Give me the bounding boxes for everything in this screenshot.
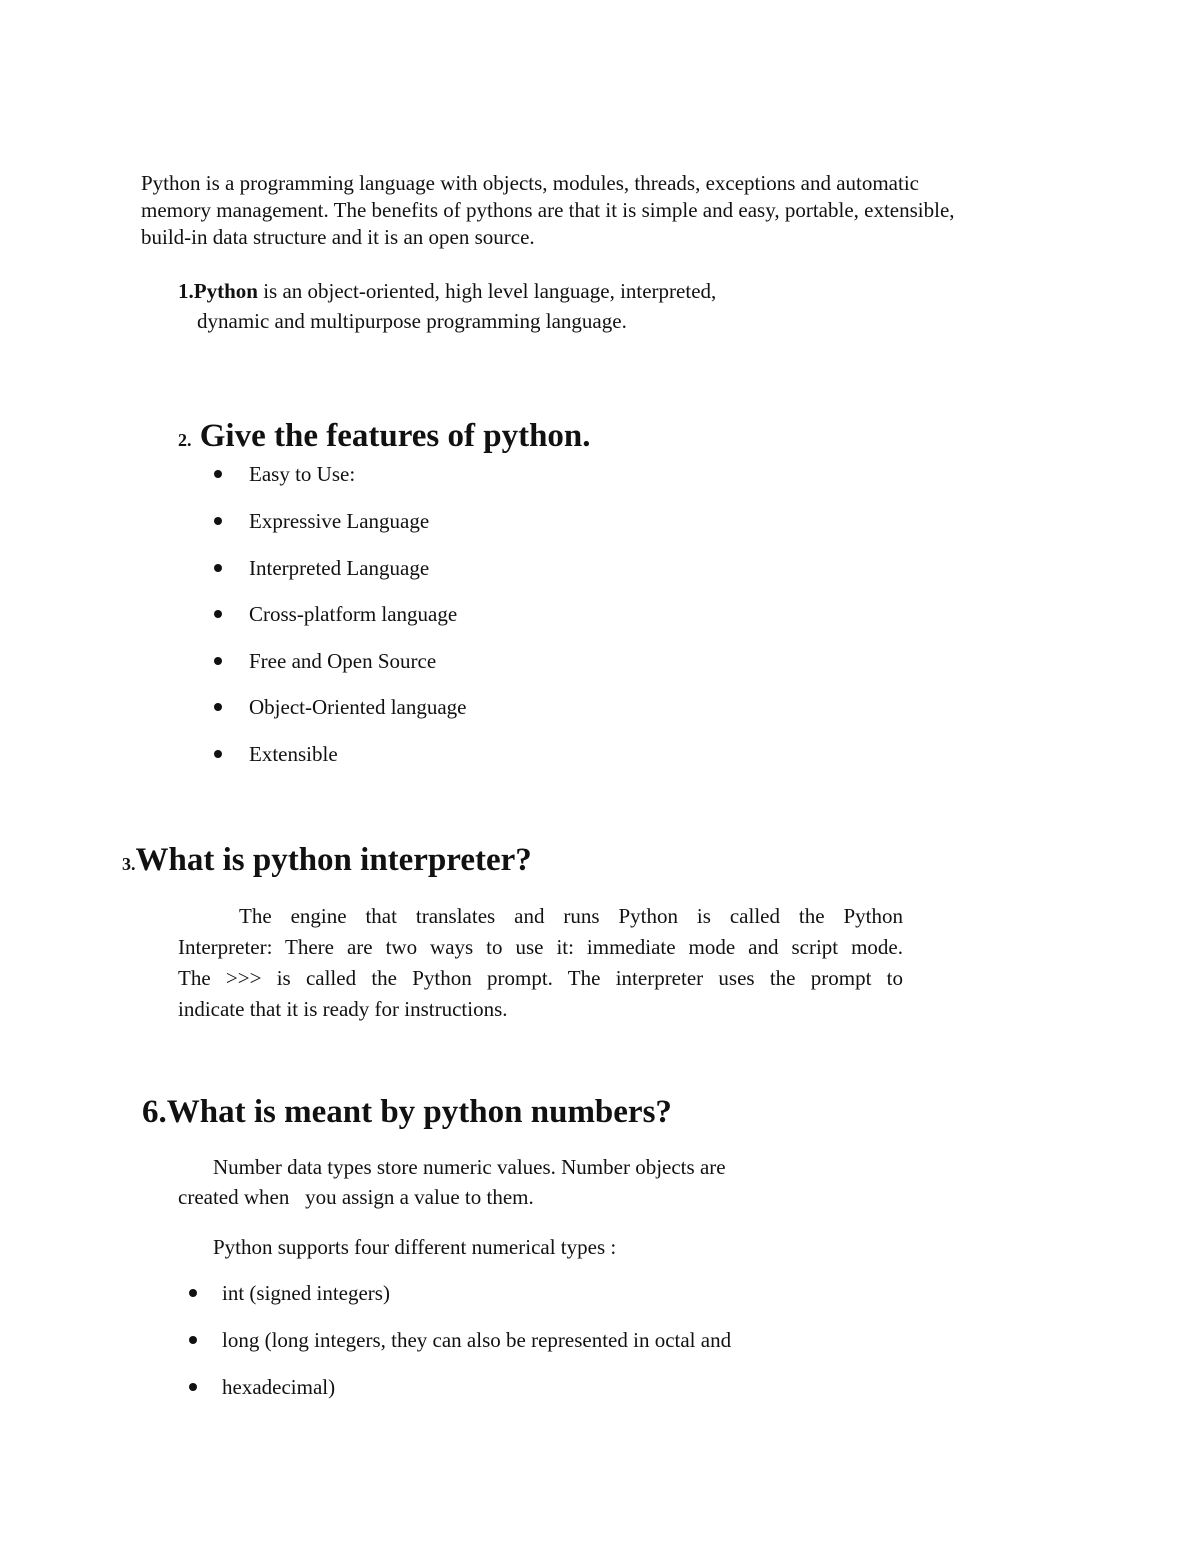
bullet-icon: [214, 564, 222, 572]
feature-item: [214, 742, 338, 767]
q3-line-3: The >>> is called the Python prompt. The interpreter uses the prompt to: [178, 966, 903, 990]
bullet-icon: [214, 610, 222, 618]
feature-item: [214, 509, 429, 534]
feature-text: Expressive Language: [249, 509, 430, 533]
q6-para1-line1: Number data types store numeric values. Number objects are: [213, 1155, 726, 1179]
feature-text: Cross-platform language: [249, 602, 458, 626]
number-type-text: hexadecimal): [222, 1375, 336, 1399]
bullet-icon: [214, 657, 222, 665]
number-type-text: int (signed integers): [222, 1281, 390, 1305]
q3-heading-text: What is python interpreter?: [135, 842, 532, 878]
feature-item: [214, 602, 457, 627]
feature-text: Object-Oriented language: [249, 695, 467, 719]
q3-heading: [122, 842, 532, 879]
bullet-icon: [214, 703, 222, 711]
q2-heading: [178, 418, 591, 455]
bullet-icon: [189, 1383, 197, 1391]
q3-line-1: The engine that translates and runs Python is called the Python: [239, 904, 903, 928]
q2-heading-text: Give the features of python.: [199, 418, 591, 454]
q1-bold-word: Python: [193, 279, 258, 303]
bullet-icon: [189, 1336, 197, 1344]
feature-item: [214, 695, 467, 720]
q6-para2: Python supports four different numerical types :: [213, 1235, 617, 1259]
intro-line-3: build-in data structure and it is an open source.: [141, 225, 535, 249]
feature-text: Free and Open Source: [249, 649, 437, 673]
q1-number: 1.: [178, 279, 194, 303]
feature-text: Extensible: [249, 742, 338, 766]
bullet-icon: [214, 470, 222, 478]
q1-line-1: [178, 279, 716, 304]
number-type-text: long (long integers, they can also be represented in octal and: [222, 1328, 732, 1352]
q3-line-2: Interpreter: There are two ways to use it: immediate mode and script mode.: [178, 935, 903, 959]
number-type-item: [189, 1375, 335, 1400]
bullet-icon: [214, 517, 222, 525]
q3-number: 3.: [122, 854, 136, 874]
feature-item: [214, 649, 436, 674]
number-type-item: [189, 1328, 731, 1353]
q6-heading: 6.What is meant by python numbers?: [142, 1094, 672, 1130]
q3-paragraph: [178, 901, 903, 1025]
bullet-icon: [214, 750, 222, 758]
intro-line-2: memory management. The benefits of pythons are that it is simple and easy, portable, extensible,: [141, 198, 955, 222]
intro-line-1: Python is a programming language with objects, modules, threads, exceptions and automatic: [141, 171, 919, 195]
feature-text: Interpreted Language: [249, 556, 430, 580]
q2-number: 2.: [178, 430, 192, 450]
bullet-icon: [189, 1289, 197, 1297]
number-type-item: [189, 1281, 390, 1306]
feature-item: [214, 556, 429, 581]
q1-line-2: dynamic and multipurpose programming language.: [197, 309, 627, 333]
feature-item: [214, 462, 355, 487]
q1-rest: is an object-oriented, high level language, interpreted,: [257, 279, 717, 303]
feature-text: Easy to Use:: [249, 462, 356, 486]
q3-line-4: indicate that it is ready for instructions.: [178, 997, 508, 1021]
q6-para1-line2: created when you assign a value to them.: [178, 1185, 534, 1209]
